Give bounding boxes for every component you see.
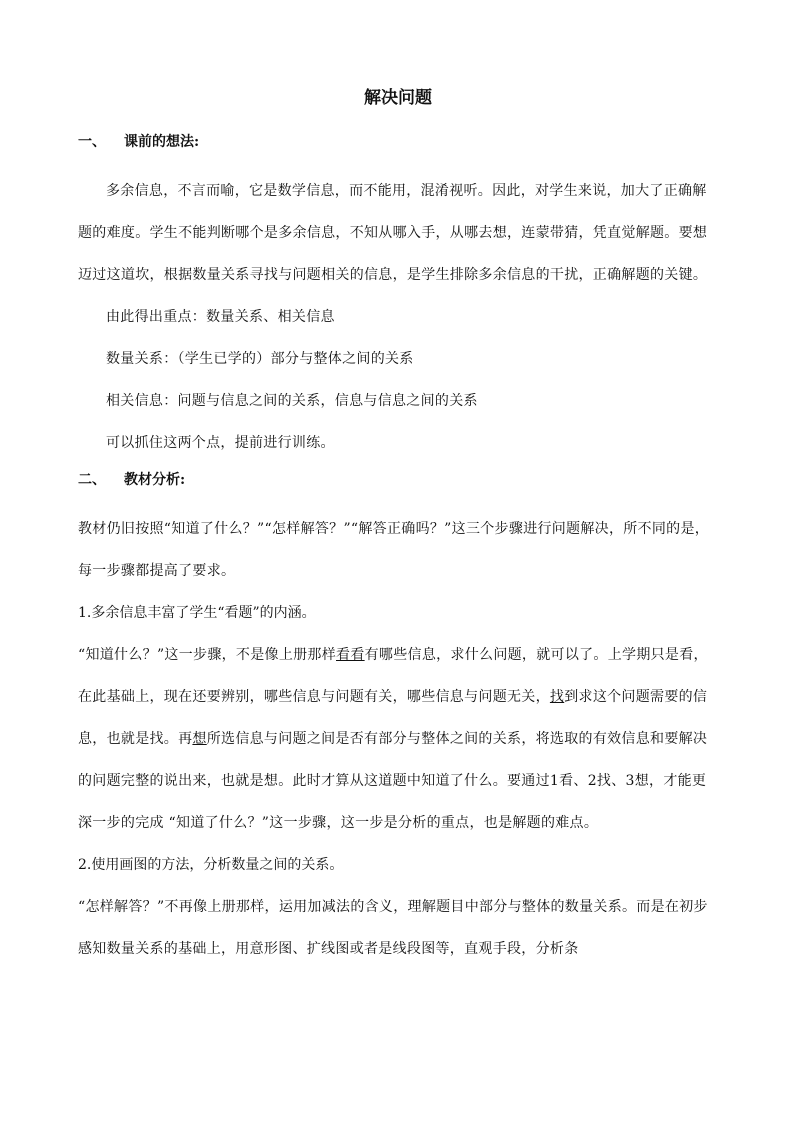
underline-xiang: 想 xyxy=(192,731,207,747)
underline-kankan: 看看 xyxy=(336,647,365,663)
point1-text-b: 有哪些信息，求什么问题，就可以了。上学期只是看，在此基础上，现在还要辨别，哪些信息与问题有关，哪些信息与问题无关， xyxy=(78,647,708,705)
section-title-2: 教材分析: xyxy=(124,472,186,488)
section-heading-1 xyxy=(78,130,718,154)
point1-text-a: “知道什么？”这一步骤，不是像上册那样 xyxy=(78,647,337,663)
section-number-1: 一、 xyxy=(78,134,106,150)
underline-zhao: 找 xyxy=(549,689,565,705)
point1-paragraph xyxy=(78,634,718,844)
section-heading-2 xyxy=(78,468,718,492)
point2-paragraph: “怎样解答？”不再像上册那样，运用加减法的含义，理解题目中部分与整体的数量关系。而是在初步感知数量关系的基础上，用意形图、扩线图或者是线段图等，直观手段，分析条 xyxy=(78,899,708,957)
section2-intro: 教材仍旧按照“知道了什么？”“怎样解答？”“解答正确吗？”这三个步骤进行问题解决，所不同的是，每一步骤都提高了要求。 xyxy=(78,521,710,579)
related-info-line: 相关信息：问题与信息之间的关系，信息与信息之间的关系 xyxy=(106,393,478,409)
document-title: 解决问题 xyxy=(364,88,432,108)
quantity-relation-line: 数量关系：（学生已学的）部分与整体之间的关系 xyxy=(106,351,414,367)
key-points-line: 由此得出重点：数量关系、相关信息 xyxy=(106,309,335,325)
point1-title: 1.多余信息丰富了学生“看题”的内涵。 xyxy=(78,605,316,621)
point2-title: 2.使用画图的方法，分析数量之间的关系。 xyxy=(78,857,344,873)
training-line: 可以抓住这两个点，提前进行训练。 xyxy=(106,435,335,451)
section-title-1: 课前的想法: xyxy=(124,134,200,150)
document-page xyxy=(78,86,718,970)
section1-paragraph: 多余信息，不言而喻，它是数学信息，而不能用，混淆视听。因此，对学生来说，加大了正确解题的难度。学生不能判断哪个是多余信息，不知从哪入手，从哪去想，连蒙带猜，凭直觉解题。要想迈过这道坎，根据数量关系寻找与问题相关的信息，是学生排除多余信息的干扰，正确解题的关键。 xyxy=(78,183,708,283)
point1-text-d: 所选信息与问题之间是否有部分与整体之间的关系，将选取的有效信息和要解决的问题完整的说出来，也就是想。此时才算从这道题中知道了什么。要通过1看、2找、3想，才能更深一步的完成 “知道了什么？”这一步骤，这一步是分析的重点，也是解题的难点。 xyxy=(78,731,708,831)
section-number-2: 二、 xyxy=(78,472,106,488)
point1-text-c: 到求这个问题需要的信息，也就是找。再 xyxy=(78,689,708,747)
